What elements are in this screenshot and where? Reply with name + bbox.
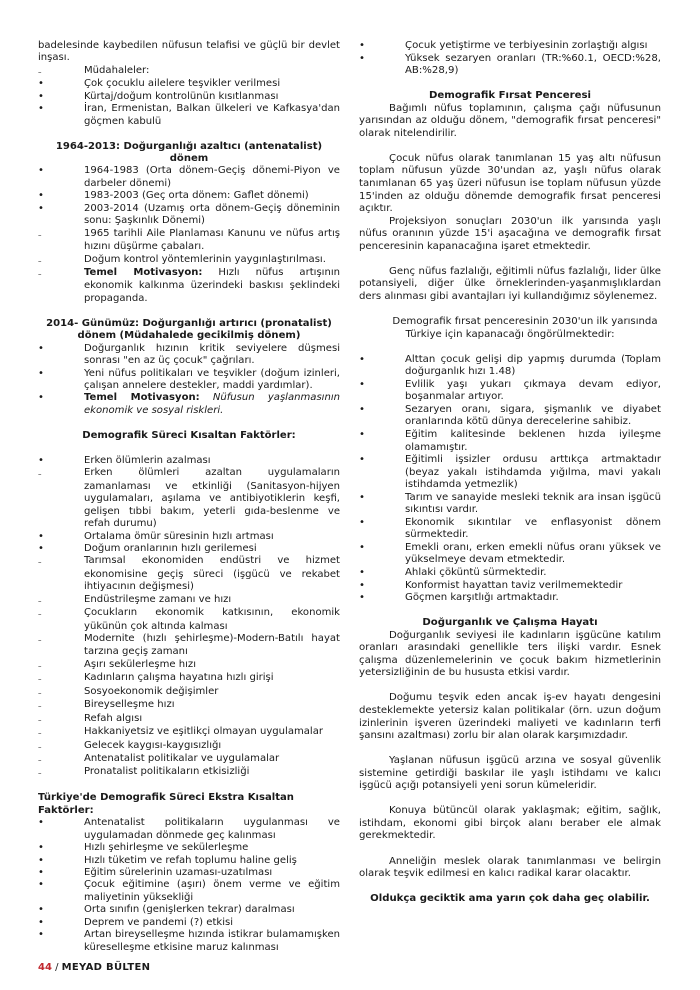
list-item-text: Çocuk yetiştirme ve terbiyesinin zorlaştığı algısı: [405, 40, 648, 51]
dash-marker: –: [38, 742, 42, 751]
list-item-text: Bireyselleşme hızı: [84, 699, 175, 711]
paragraph: Genç nüfus fazlalığı, eğitimli nüfus fazlalığı, lider ülke potansiyeli, diğer ülke örneklerinden-yaşanmışlıklardan ders alınması gibi avantajları iyi kullandığımız söylenemez.: [359, 265, 661, 302]
list-item: [38, 740, 340, 753]
list-item-text: Gelecek kaygısı-kaygısızlığı: [84, 739, 222, 751]
list-item: [38, 929, 340, 954]
dash-marker: –: [38, 715, 42, 724]
list-item-text: Eğitim sürelerinin uzaması-uzatılması: [84, 866, 273, 878]
list-item-text: 1964-1983 (Orta dönem-Geçiş dönemi-Piyon ve darbeler dönemi): [84, 165, 340, 189]
list-item-text: Emekli oranı, erken emekli nüfus oranı yüksek ve yükselmeye devam etmektedir.: [405, 541, 661, 566]
dash-marker: –: [38, 688, 42, 697]
list-item: [38, 917, 340, 929]
paragraph: Demografik fırsat penceresinin 2030'un ilk yarısında Türkiye için kapanacağı öngörülmektedir:: [392, 316, 658, 340]
list-item-text: Alttan çocuk gelişi dip yapmış durumda (Toplam doğurganlık hızı 1.48): [405, 353, 661, 378]
spacer: [359, 605, 661, 618]
bullet-marker: •: [38, 90, 44, 102]
list-item: [38, 555, 340, 593]
list-item-text: Çocukların ekonomik katkısının, ekonomik yükünün çok altında kalması: [84, 607, 340, 632]
page-number: 44: [38, 962, 52, 973]
section-heading: 1964-2013: Doğurganlığı azaltıcı (antenatalist) dönem: [55, 140, 323, 165]
list-item: [38, 254, 340, 267]
dash-marker: –: [38, 661, 42, 670]
list-item-text: Aşırı sekülerleşme hızı: [84, 658, 197, 670]
list-item-text: Sezaryen oranı, sigara, şişmanlık ve diyabet oranlarında kötü dünya derecelerine sahibiz.: [405, 403, 661, 428]
bullet-marker: •: [359, 428, 365, 440]
bullet-marker: •: [359, 378, 365, 390]
list-item-text: Kürtaj/doğum kontrolünün kısıtlanması: [84, 90, 279, 102]
bullet-marker: •: [359, 52, 365, 64]
list-item-text: Evlilik yaşı yukarı çıkmaya devam ediyor, boşanmalar artıyor.: [405, 378, 661, 403]
list-item: [359, 354, 661, 379]
list-item-text: Doğurganlık hızının kritik seviyelere düşmesi sonrası "en az üç çocuk" çağrıları.: [84, 342, 340, 367]
list-item-text: Eğitim kalitesinde beklenen hızda iyileşme olamamıştır.: [405, 428, 661, 453]
list-item-text: Endüstrileşme zamanı ve hızı: [84, 593, 232, 605]
list-item-text: Çok çocuklu ailelere teşvikler verilmesi: [84, 78, 281, 90]
list-item: [38, 633, 340, 659]
section-heading: Türkiye'de Demografik Süreci Ekstra Kısaltan Faktörler:: [38, 792, 294, 816]
list-item-text: Modernite (hızlı şehirleşme)-Modern-Batılı hayat tarzına geçiş zamanı: [84, 633, 340, 658]
list-item-text: Yüksek sezaryen oranları (TR:%60.1, OECD:%28, AB:%28,9): [405, 52, 661, 77]
spacer: [359, 140, 661, 153]
page-footer: [38, 962, 150, 973]
list-item: [38, 753, 340, 766]
dash-marker: –: [38, 675, 42, 684]
dash-marker: –: [38, 610, 42, 619]
bullet-marker: •: [38, 78, 44, 90]
list-item: [38, 190, 340, 202]
bullet-marker: •: [359, 491, 365, 503]
list-item-text: Doğum oranlarının hızlı gerilemesi: [84, 542, 257, 554]
list-item: [38, 686, 340, 699]
list-item: [38, 713, 340, 726]
paragraph: Konuya bütüncül olarak yaklaşmak; eğitim, sağlık, istihdam, ekonomi gibi birçok alanı beraber ele almak gerekmektedir.: [359, 805, 661, 842]
list-item: [38, 842, 340, 854]
spacer: [38, 442, 340, 455]
bold-label: Temel Motivasyon:: [84, 392, 200, 404]
section-heading: Demografik Süreci Kısaltan Faktörler:: [82, 429, 296, 441]
list-item-text: Tarımsal ekonomiden endüstri ve hizmet ekonomisine geçiş süreci (işgücü ve rekabet ihtiyacının değişmesi): [84, 555, 340, 593]
bullet-marker: •: [38, 190, 44, 202]
list-item: [359, 492, 661, 517]
list-item: [38, 467, 340, 530]
list-item-text: Erken ölümlerin azalması: [84, 454, 211, 466]
list-item: [38, 766, 340, 779]
bullet-marker: •: [38, 866, 44, 878]
list-item-text: Ekonomik sıkıntılar ve enflasyonist dönem sürmektedir.: [405, 516, 661, 541]
section-heading: 2014- Günümüz: Doğurganlığı artırıcı (pronatalist) dönem (Müdahalede gecikilmiş dönem): [46, 317, 332, 342]
list-item-text: Orta sınıfın (genişlerken tekrar) daralması: [84, 904, 295, 916]
list-item-text: Sosyoekonomik değişimler: [84, 685, 219, 697]
spacer: [38, 128, 340, 141]
list-item: [38, 368, 340, 393]
dash-marker: –: [38, 67, 42, 76]
list-item-text: Yeni nüfus politikaları ve teşvikler (doğum izinleri, çalışan annelere destekler, maddi yardımlar).: [84, 367, 340, 392]
list-item: [38, 228, 340, 254]
italic-text: Nüfusun yaşlanmasının ekonomik ve sosyal riskleri.: [84, 392, 340, 416]
bullet-marker: •: [359, 541, 365, 553]
paragraph: Doğumu teşvik eden ancak iş-ev hayatı dengesini desteklemekte yetersiz kalan politikalar (örn. uzun doğum izinlerinin işveren üzerindeki maliyeti ve kadınların terfi şansını azaltması) zorlu bir alan olarak karşımızdadır.: [359, 692, 661, 742]
bullet-marker: •: [359, 592, 365, 604]
list-item-text: Artan bireyselleşme hızında istikrar bulamamışken küreselleşme etkisine maruz kalınması: [84, 929, 340, 953]
bullet-marker: •: [38, 530, 44, 542]
list-item: [38, 817, 340, 842]
list-item: [359, 429, 661, 454]
list-item-text: Doğum kontrol yöntemlerinin yaygınlaştırılması.: [84, 253, 326, 265]
list-item: [38, 531, 340, 543]
list-item-text: Hakkaniyetsiz ve eşitlikçi olmayan uygulamalar: [84, 726, 323, 738]
list-item: [38, 543, 340, 555]
spacer: [359, 743, 661, 756]
list-item-text: Refah algısı: [84, 712, 143, 724]
spacer: [38, 780, 340, 793]
list-item: [38, 699, 340, 712]
list-item: [38, 904, 340, 916]
bullet-marker: •: [38, 392, 44, 404]
bullet-marker: •: [38, 916, 44, 928]
list-item-text: Konformist hayattan taviz verilmemektedir: [405, 579, 623, 591]
bullet-marker: •: [38, 454, 44, 466]
dash-marker: –: [38, 470, 42, 479]
list-item: [38, 855, 340, 867]
bullet-marker: •: [359, 579, 365, 591]
list-item: [38, 343, 340, 368]
list-item-text: Antenatalist politikaların uygulanması ve uygulamadan dönmede geç kalınması: [84, 817, 340, 841]
bullet-marker: •: [38, 904, 44, 916]
list-item: [359, 53, 661, 78]
list-item-text: Hızlı tüketim ve refah toplumu haline geliş: [84, 854, 297, 866]
list-item: [38, 726, 340, 739]
list-item-text: Hızlı şehirleşme ve sekülerleşme: [84, 842, 249, 854]
publication-name: MEYAD BÜLTEN: [61, 962, 151, 973]
list-item: [359, 40, 661, 53]
dash-marker: –: [38, 636, 42, 644]
list-item: [38, 455, 340, 467]
list-item-text: Müdahaleler:: [84, 64, 150, 76]
bullet-marker: •: [38, 879, 44, 891]
list-item: [38, 607, 340, 633]
list-item: [359, 580, 661, 593]
list-item-text: Tarım ve sanayide mesleki teknik ara insan işgücü sıkıntısı vardır.: [405, 491, 661, 516]
list-item-text: Hızlı nüfus artışının ekonomik kalkınma üzerindeki baskısı şeklindeki propaganda.: [84, 266, 340, 304]
dash-marker: –: [38, 256, 42, 265]
bullet-marker: •: [38, 817, 44, 829]
list-item-text: Kadınların çalışma hayatına hızlı girişi: [84, 672, 274, 684]
section-heading: Oldukça geciktik ama yarın çok daha geç olabilir.: [370, 893, 650, 905]
list-item: [38, 103, 340, 128]
paragraph: badelesinde kaybedilen nüfusun telafisi ve güçlü bir devlet inşası.: [38, 40, 340, 64]
list-item-text: Ortalama ömür süresinin hızlı artması: [84, 530, 274, 542]
paragraph: Projeksiyon sonuçları 2030'un ilk yarısında yaşlı nüfus oranının yüzde 15'i aşacağına ve demografik fırsat penceresinin kapanacağına işaret etmektedir.: [359, 215, 661, 252]
bullet-marker: •: [359, 516, 365, 528]
list-item-text: Eğitimli işsizler ordusu arttıkça artmaktadır (beyaz yakalı istihdamda yığılma, mavi yakalı istihdamda yetmezlik): [405, 454, 661, 491]
spacer: [38, 417, 340, 430]
bullet-marker: •: [38, 854, 44, 866]
paragraph: Anneliğin meslek olarak tanımlanması ve belirgin olarak teşvik edilmesi en kalıcı radikal karar olacaktır.: [359, 855, 661, 880]
list-item-text: İran, Ermenistan, Balkan ülkeleri ve Kafkasya'dan göçmen kabulü: [84, 103, 340, 127]
list-item-text: Göçmen karşıtlığı artmaktadır.: [405, 592, 559, 604]
dash-marker: –: [38, 729, 42, 738]
list-item-text: Deprem ve pandemi (?) etkisi: [84, 916, 234, 928]
bullet-marker: •: [359, 566, 365, 578]
list-item: [359, 404, 661, 429]
list-item-text: Ahlaki çöküntü sürmektedir.: [405, 566, 547, 578]
spacer: [359, 303, 661, 316]
spacer: [359, 78, 661, 91]
list-item: [38, 267, 340, 305]
list-item-text: 2003-2014 (Uzamış orta dönem-Geçiş döneminin sonu: Şaşkınlık Dönemi): [84, 202, 340, 227]
bullet-marker: •: [38, 165, 44, 177]
list-item: [38, 165, 340, 190]
list-item: [38, 867, 340, 879]
dash-marker: –: [38, 755, 42, 764]
spacer: [38, 305, 340, 318]
bullet-marker: •: [359, 40, 365, 51]
paragraph: Yaşlanan nüfusun işgücü arzına ve sosyal güvenlik sistemine getirdiği baskılar ile yaşlı istihdamı ve kalıcı işgücü açığı potansiyeli yeni sorun kümeleridir.: [359, 755, 661, 792]
list-item-text: 1965 tarihli Aile Planlaması Kanunu ve nüfus artış hızını düşürme çabaları.: [84, 227, 340, 253]
list-item-text: Pronatalist politikaların etkisizliği: [84, 766, 250, 778]
section-heading: Doğurganlık ve Çalışma Hayatı: [422, 617, 598, 629]
spacer: [359, 843, 661, 856]
list-item-text: Antenatalist politikalar ve uygulamalar: [84, 752, 280, 764]
list-item: [359, 592, 661, 605]
list-item: [38, 659, 340, 672]
bullet-marker: •: [38, 342, 44, 354]
list-item: [38, 78, 340, 90]
paragraph: Doğurganlık seviyesi ile kadınların işgücüne katılım oranları arasındaki genellikle ters ilişki vardır. Esnek çalışma düzenlemelerinin ve çocuk bakım hizmetlerinin yetersizliğinin de bu hususta etkisi vardır.: [359, 629, 661, 679]
section-heading: Demografik Fırsat Penceresi: [429, 90, 591, 102]
bullet-marker: •: [359, 353, 365, 365]
list-item: [38, 91, 340, 103]
bullet-marker: •: [359, 454, 365, 466]
bullet-marker: •: [38, 542, 44, 554]
list-item: [38, 672, 340, 685]
list-item: [359, 567, 661, 580]
list-item-text: 1983-2003 (Geç orta dönem: Gaflet dönemi): [84, 190, 309, 202]
spacer: [359, 680, 661, 693]
paragraph: Çocuk nüfus olarak tanımlanan 15 yaş altı nüfusun toplam nüfusun yüzde 30'undan az, yaşlı nüfus olarak tanımlanan 65 yaş üzeri nüfusun ise toplam nüfusun yüzde 15'inden az olduğu dönemde demografik fırsat penceresi açıktır.: [359, 152, 661, 215]
bullet-marker: •: [38, 202, 44, 214]
dash-marker: –: [38, 558, 42, 567]
spacer: [359, 881, 661, 894]
list-item: [38, 203, 340, 228]
list-item-text: Erken ölümleri azaltan uygulamaların zamanlaması ve etkinliği (Sanitasyon-hijyen uygulamaları, aşılama ve antibiyotiklerin keşfi, gelişen tıbbi bakım, yeterli gıda-beslenme ve refah durumu): [84, 467, 340, 530]
left-column: [38, 40, 340, 954]
footer-separator: /: [51, 962, 62, 973]
list-item: [38, 392, 340, 417]
list-item: [359, 542, 661, 567]
bullet-marker: •: [38, 367, 44, 379]
list-item-text: Çocuk eğitimine (aşırı) önem verme ve eğitim maliyetinin yüksekliği: [84, 879, 340, 903]
paragraph: Bağımlı nüfus toplamının, çalışma çağı nüfusunun yarısından az olduğu dönem, "demografik fırsat penceresi" olarak nitelendirilir.: [359, 102, 661, 139]
dash-marker: –: [38, 702, 42, 711]
dash-marker: –: [38, 230, 42, 239]
bullet-marker: •: [38, 103, 44, 115]
list-item: [359, 517, 661, 542]
spacer: [359, 793, 661, 806]
list-item: [359, 454, 661, 492]
bullet-marker: •: [38, 842, 44, 854]
list-item: [38, 879, 340, 904]
dash-marker: –: [38, 596, 42, 605]
spacer: [359, 341, 661, 354]
spacer: [359, 253, 661, 266]
dash-marker: –: [38, 769, 42, 778]
list-item: [359, 379, 661, 404]
dash-marker: –: [38, 269, 42, 278]
right-column: [359, 40, 661, 906]
list-item: [38, 594, 340, 607]
bold-label: Temel Motivasyon:: [84, 266, 203, 278]
list-item: [38, 65, 340, 78]
bullet-marker: •: [38, 929, 44, 941]
bullet-marker: •: [359, 403, 365, 415]
